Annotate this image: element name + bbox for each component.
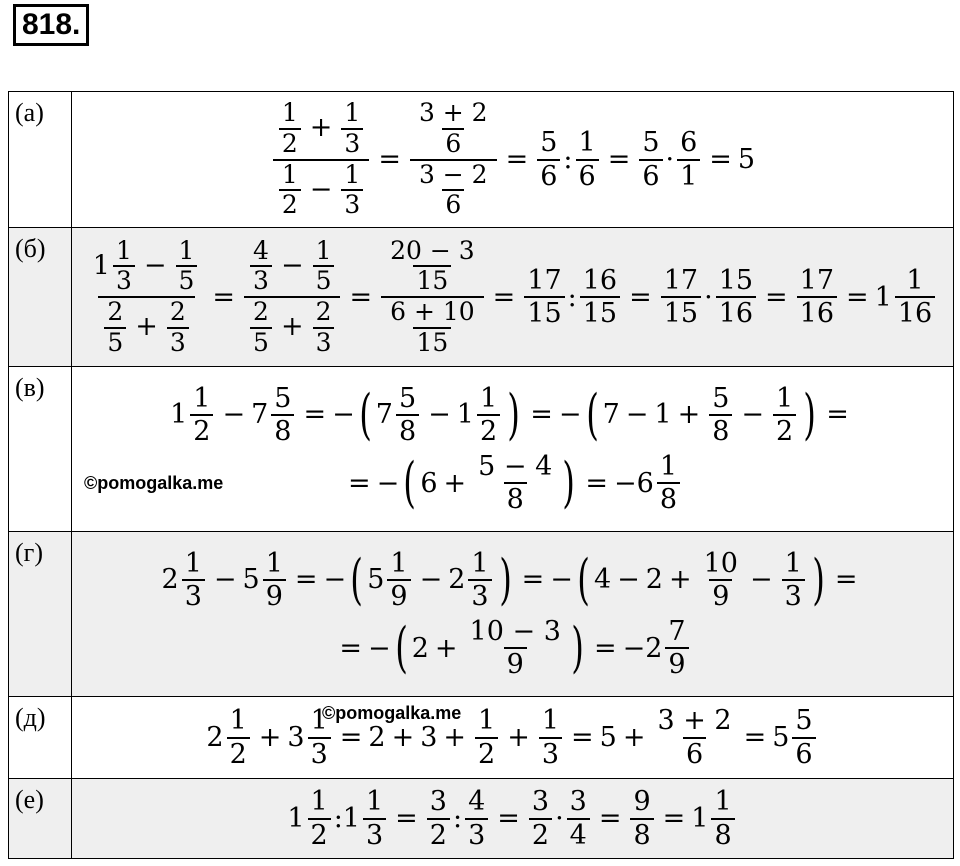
row-label: (е) xyxy=(9,779,72,859)
watermark: ©pomogalka.me xyxy=(322,703,462,723)
expression-v: 1 1 2 − 7 $\frac{5}{8}$ = − ( 7 5 8 − 1 $\frac{1}{2}$ ) = − ( 7 − 1 + $\frac{5}{8}$ − $\frac{1}{2}$ ) = = − ( 6 + $\frac{5 - 4}{8}$ ) = −6 $\frac{1}{8}$ ©pomogalka.me xyxy=(72,367,954,532)
row-label: (д) xyxy=(9,697,72,779)
row-g xyxy=(9,532,954,697)
expression-a: $\frac{1}{2}$ + $\frac{1}{3}$ $\frac{1}{2}$ − $\frac{1}{3}$ = $\frac{\frac{3 + 2}{6}}{\frac{3 - 2}{6}}$ = $\frac{5}{6}$ : $\frac{1}{6}$ = $\frac{5}{6}$ · $\frac{6}{1}$ = 5 xyxy=(72,92,954,228)
problem-number: 818. xyxy=(13,4,89,46)
row-e xyxy=(9,779,954,859)
row-label: (г) xyxy=(9,532,72,697)
row-b xyxy=(9,228,954,367)
row-v xyxy=(9,367,954,532)
row-label: (в) xyxy=(9,367,72,532)
expression-e: 1 1 2 :1 $\frac{1}{3}$ = $\frac{3}{2}$ : $\frac{4}{3}$ = $\frac{3}{2}$ · $\frac{3}{4}$ = $\frac{9}{8}$ = 1 $\frac{1}{8}$ xyxy=(72,779,954,859)
row-d xyxy=(9,697,954,779)
watermark: ©pomogalka.me xyxy=(84,473,224,493)
expression-d: 2 1 2 + 3 $\frac{1}{3}$ = 2 + 3 + $\frac{1}{2}$ + $\frac{1}{3}$ = 5 + $\frac{3 + 2}{6}$ = 5 $\frac{5}{6}$ ©pomogalka.me xyxy=(72,697,954,779)
solutions-table xyxy=(8,91,954,859)
row-a xyxy=(9,92,954,228)
expression-g: 2 1 3 − 5 $\frac{1}{9}$ = − ( 5 1 9 − 2 $\frac{1}{3}$ ) = − ( 4 − 2 + $\frac{10}{9}$ − $\frac{1}{3}$ ) = = − ( 2 + $\frac{10 - 3}{9}$ ) = −2 $\frac{7}{9}$ xyxy=(72,532,954,697)
row-label: (а) xyxy=(9,92,72,228)
row-label: (б) xyxy=(9,228,72,367)
expression-b: 1 $\frac{1}{3}$ − $\frac{1}{5}$ $\frac{2}{5}$ + $\frac{2}{3}$ = $\frac{4}{3}$ − $\frac{1}{5}$ $\frac{2}{5}$ + $\frac{2}{3}$ = $\frac{\frac{20 - 3}{15}}{\frac{6 + 10}{15}}$ = $\frac{17}{15}$ : $\frac{16}{15}$ = $\frac{17}{15}$ · $\frac{15}{16}$ = $\frac{17}{16}$ = 1 $\frac{1}{16}$ xyxy=(72,228,954,367)
